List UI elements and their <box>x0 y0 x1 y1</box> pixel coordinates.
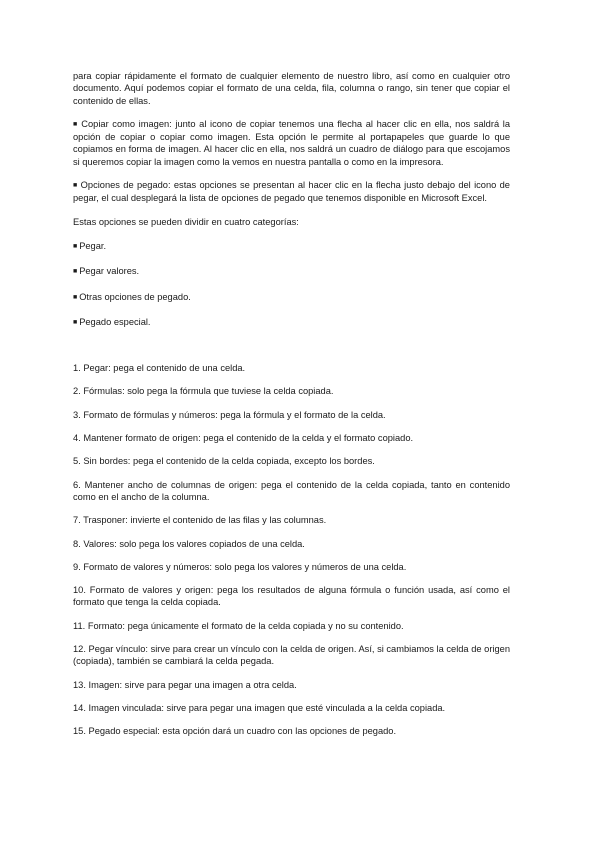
option-item: 4. Mantener formato de origen: pega el contenido de la celda y el formato copiado. <box>73 433 414 444</box>
document-body <box>73 70 510 738</box>
option-item: 1. Pegar: pega el contenido de una celda. <box>73 363 246 374</box>
option-item: 9. Formato de valores y números: solo pega los valores y números de una celda. <box>73 561 407 572</box>
option-item: 11. Formato: pega únicamente el formato de la celda copiada y no su contenido. <box>73 620 404 631</box>
option-item: 12. Pegar vínculo: sirve para crear un vínculo con la celda de origen. Así, si cambiamos la celda de origen (copiada), también se cambiará la celda pegada. <box>73 644 510 667</box>
option-item: 10. Formato de valores y origen: pega los resultados de alguna fórmula o función usada, así como el formato que tenga la celda copiada. <box>73 585 510 608</box>
option-item: 2. Fórmulas: solo pega la fórmula que tuviese la celda copiada. <box>73 386 334 397</box>
categories-intro: Estas opciones se pueden dividir en cuatro categorías: <box>73 216 299 227</box>
bullet-copiar-como-imagen: ■ Copiar como imagen: junto al icono de copiar tenemos una flecha al hacer clic en ella, nos saldrá la opción de copiar o copiar como imagen. Esta opción le permite al portapapeles que guarde lo que copiamos en forma de imagen. Al hacer clic en ella, nos saldrá un cuadro de diálogo para que escojamos si queremos copiar la imagen como la vemos en nuestra pantalla o como en la impresora. <box>73 118 510 168</box>
bullet-opciones-de-pegado: ■ Opciones de pegado: estas opciones se presentan al hacer clic en la flecha justo debajo del icono de pegar, el cual desplegará la lista de opciones de pegado que tenemos disponible en Microsoft Excel. <box>73 179 510 205</box>
category-item: ■ Pegado especial. <box>73 316 510 329</box>
category-item: ■ Pegar. <box>73 240 510 253</box>
option-item: 5. Sin bordes: pega el contenido de la celda copiada, excepto los bordes. <box>73 456 375 467</box>
option-item: 14. Imagen vinculada: sirve para pegar una imagen que esté vinculada a la celda copiada. <box>73 702 446 713</box>
option-item: 3. Formato de fórmulas y números: pega la fórmula y el formato de la celda. <box>73 409 386 420</box>
intro-paragraph: para copiar rápidamente el formato de cualquier elemento de nuestro libro, así como en cualquier otro documento. Aquí podemos copiar el formato de una celda, fila, columna o rango, sin tener que copiar el contenido de ellas. <box>73 71 510 106</box>
option-item: 15. Pegado especial: esta opción dará un cuadro con las opciones de pegado. <box>73 726 397 737</box>
category-item: ■ Otras opciones de pegado. <box>73 291 510 304</box>
option-item: 6. Mantener ancho de columnas de origen: pega el contenido de la celda copiada, tanto en contenido como en el ancho de la columna. <box>73 479 510 502</box>
option-item: 13. Imagen: sirve para pegar una imagen a otra celda. <box>73 679 297 690</box>
option-item: 8. Valores: solo pega los valores copiados de una celda. <box>73 538 305 549</box>
category-item: ■ Pegar valores. <box>73 265 510 278</box>
option-item: 7. Trasponer: invierte el contenido de las filas y las columnas. <box>73 515 327 526</box>
